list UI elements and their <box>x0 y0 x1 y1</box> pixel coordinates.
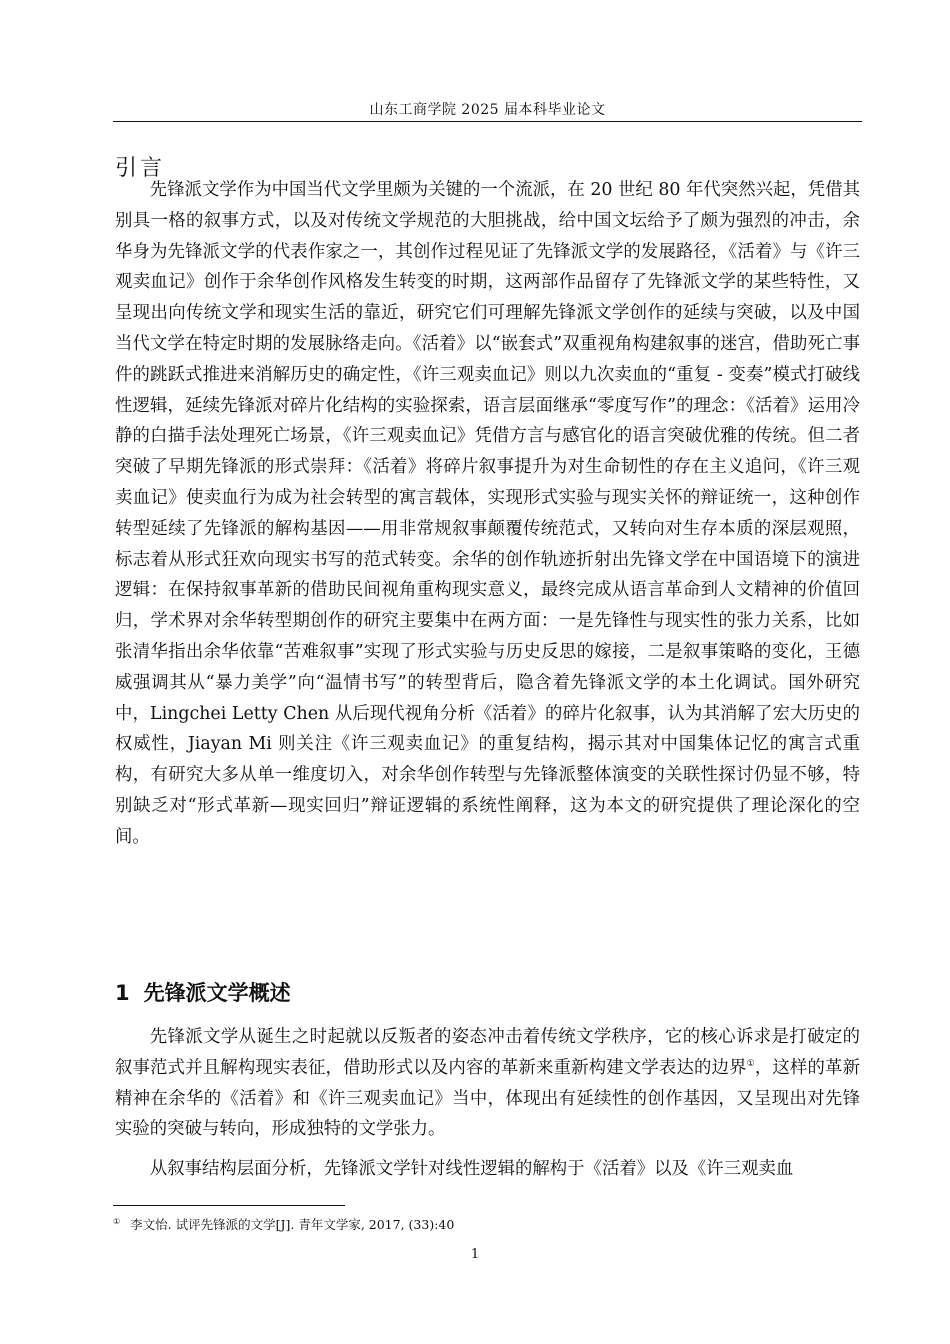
footnote-reference[interactable]: ① <box>746 1059 755 1069</box>
section-title: 先锋派文学概述 <box>143 981 291 1005</box>
section-1-paragraph-2: 从叙事结构层面分析，先锋派文学针对线性逻辑的解构于《活着》以及《许三观卖血 <box>149 1159 794 1179</box>
intro-heading: 引言 <box>115 156 166 181</box>
paragraph-text-continued: ，这样的革新精神在余华的《活着》和《许三观卖血记》当中，体现出有延续性的创作基因，又呈现出对先锋实验的突破与转向，形成独特的文学张力。 <box>115 1057 860 1140</box>
footnote-text: 李文怡. 试评先锋派的文学[J]. 青年文学家, 2017, (33):40 <box>130 1217 455 1233</box>
page-number: 1 <box>470 1247 480 1262</box>
footnote <box>113 1214 454 1233</box>
footnote-separator <box>113 1205 345 1206</box>
running-header: 山东工商学院 2025 届本科毕业论文 <box>369 102 606 118</box>
section-1-paragraph-1 <box>115 1022 860 1145</box>
section-number: 1 <box>115 981 130 1005</box>
intro-paragraph: 先锋派文学作为中国当代文学里颇为关键的一个流派，在 20 世纪 80 年代突然兴起，凭借其别具一格的叙事方式，以及对传统文学规范的大胆挑战，给中国文坛给予了颇为强烈的冲击，余华身为先锋派文学的代表作家之一，其创作过程见证了先锋派文学的发展路径，《活着》与《许三观卖血记》创作于余华创作风格发生转变的时期，这两部作品留存了先锋派文学的某些特性，又呈现出向传统文学和现实生活的靠近，研究它们可理解先锋派文学创作的延续与突破，以及中国当代文学在特定时期的发展脉络走向。《活着》以“嵌套式”双重视角构建叙事的迷宫，借助死亡事件的跳跃式推进来消解历史的确定性，《许三观卖血记》则以九次卖血的“重复 - 变奏”模式打破线性逻辑，延续先锋派对碎片化结构的实验探索，语言层面继承“零度写作”的理念：《活着》运用冷静的白描手法处理死亡场景，《许三观卖血记》凭借方言与感官化的语言突破优雅的传统。但二者突破了早期先锋派的形式崇拜：《活着》将碎片叙事提升为对生命韧性的存在主义追问，《许三观卖血记》使卖血行为成为社会转型的寓言载体，实现形式实验与现实关怀的辩证统一，这种创作转型延续了先锋派的解构基因——用非常规叙事颠覆传统范式，又转向对生存本质的深层观照，标志着从形式狂欢向现实书写的范式转变。余华的创作轨迹折射出先锋文学在中国语境下的演进逻辑：在保持叙事革新的借助民间视角重构现实意义，最终完成从语言革命到人文精神的价值回归，学术界对余华转型期创作的研究主要集中在两方面：一是先锋性与现实性的张力关系，比如张清华指出余华依靠“苦难叙事”实现了形式实验与历史反思的嫁接，二是叙事策略的变化，王德威强调其从“暴力美学”向“温情书写”的转型背后，隐含着先锋派文学的本土化调试。国外研究中，Lingchei Letty Chen 从后现代视角分析《活着》的碎片化叙事，认为其消解了宏大历史的权威性，Jiayan Mi 则关注《许三观卖血记》的重复结构，揭示其对中国集体记忆的寓言式重构，有研究大多从单一维度切入，对余华创作转型与先锋派整体演变的关联性探讨仍显不够，特别缺乏对“形式革新—现实回归”辩证逻辑的系统性阐释，这为本文的研究提供了理论深化的空间。 <box>115 180 860 847</box>
header-rule <box>113 121 862 122</box>
paragraph-text: 先锋派文学从诞生之时起就以反叛者的姿态冲击着传统文学秩序，它的核心诉求是打破定的叙事范式并且解构现实表征，借助形式以及内容的革新来重新构建文学表达的边界 <box>115 1027 860 1078</box>
footnote-marker: ① <box>113 1217 121 1226</box>
section-1-heading <box>115 977 291 1009</box>
